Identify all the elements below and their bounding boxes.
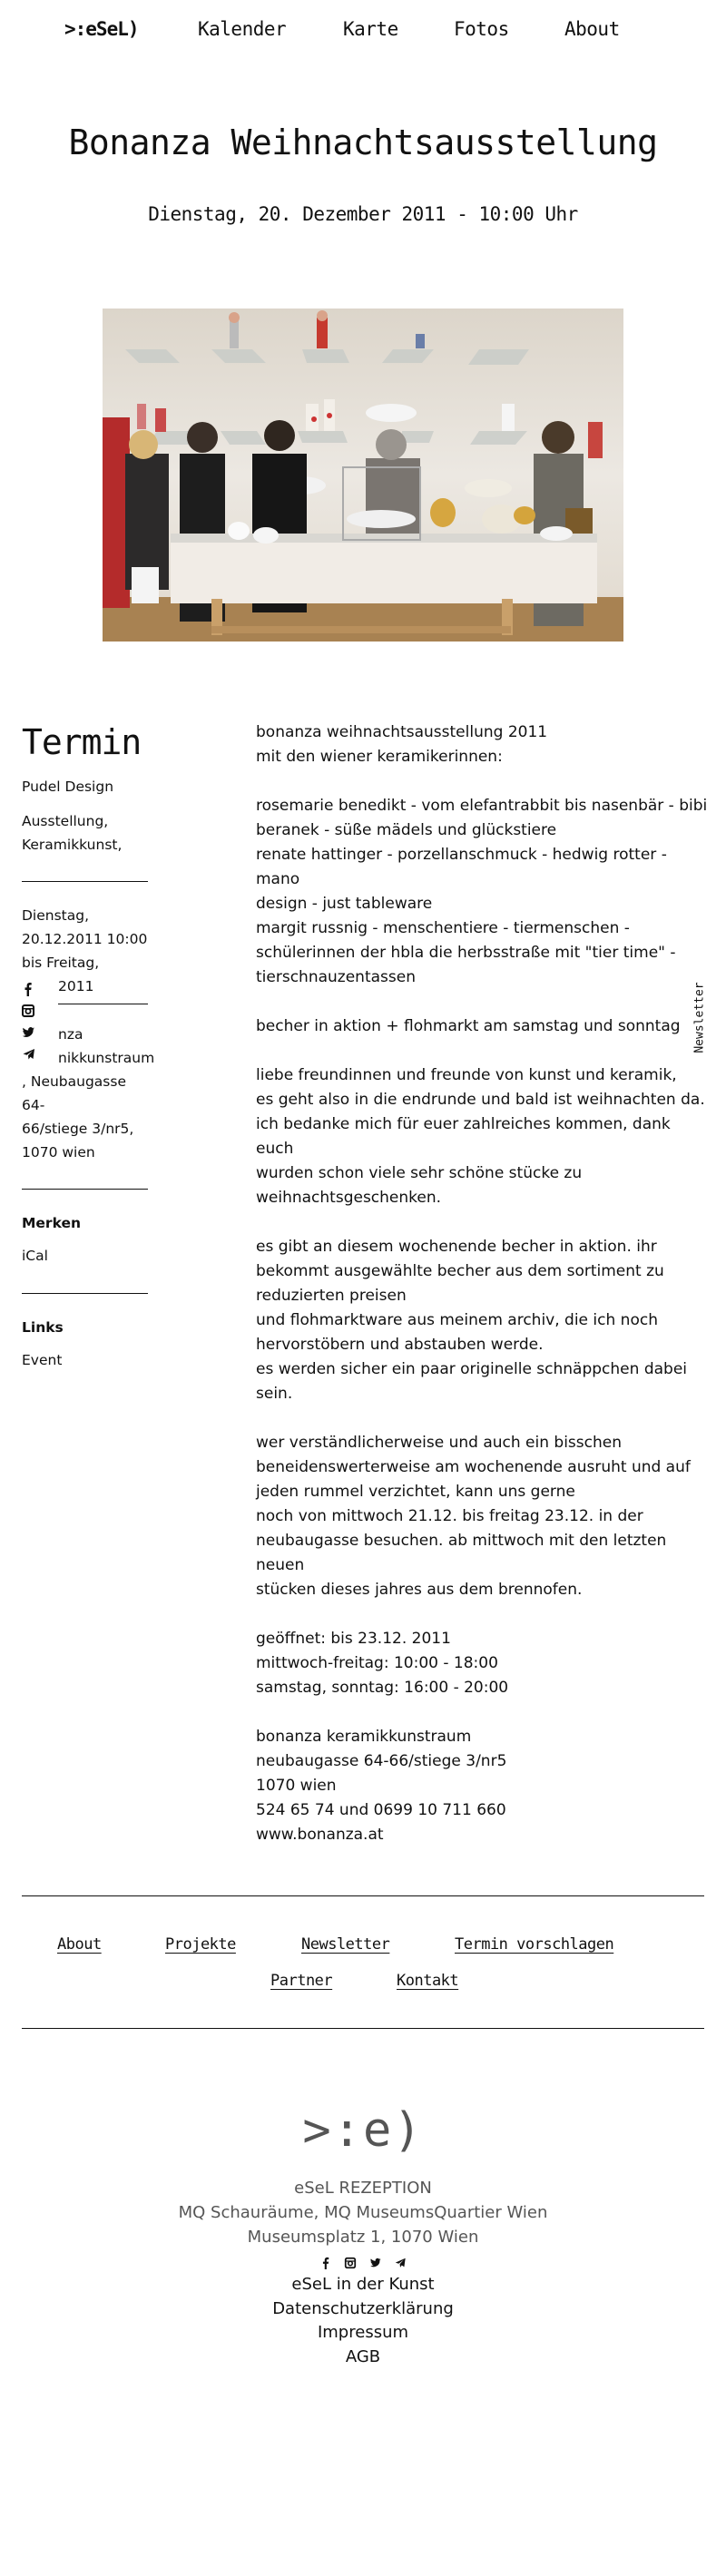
body-line: schülerinnen der hbla die herbsstraße mit "tier time" -: [256, 944, 676, 962]
telegram-icon[interactable]: [22, 1047, 38, 1069]
body-line: bonanza weihnachtsausstellung 2011: [256, 723, 548, 741]
body-line: 524 65 74 und 0699 10 711 660: [256, 1801, 506, 1819]
facebook-icon[interactable]: [319, 2256, 332, 2268]
body-line: mittwoch-freitag: 10:00 - 18:00: [256, 1654, 498, 1672]
body-line: ich bedanke mich für euer zahlreiches kommen, dank euch: [256, 1115, 671, 1158]
address-line: MQ Schauräume, MQ MuseumsQuartier Wien: [178, 2203, 548, 2222]
body-line: wer verständlicherweise und auch ein bisschen: [256, 1434, 622, 1452]
location-line: 66/stiege 3/nr5,: [22, 1121, 134, 1137]
date-line: 2011: [58, 978, 94, 994]
newsletter-tab-label: Newsletter: [692, 982, 707, 1053]
footer-link-projekte[interactable]: Projekte: [165, 1935, 236, 1954]
footer-address: [0, 2176, 726, 2249]
twitter-icon[interactable]: [369, 2256, 382, 2268]
body-line: jeden rummel verzichtet, kann uns gerne: [256, 1483, 575, 1501]
event-description: [256, 720, 710, 1847]
event-link[interactable]: Event: [22, 1352, 63, 1368]
location-line[interactable]: nza: [58, 1026, 83, 1043]
location-line: 1070 wien: [22, 1144, 95, 1161]
body-line: neubaugasse 64-66/stiege 3/nr5: [256, 1752, 507, 1770]
footer-link-esel-in-der-kunst[interactable]: eSeL in der Kunst: [291, 2275, 435, 2294]
body-line: es geht also in die endrunde und bald ist weihnachten da.: [256, 1091, 705, 1109]
body-line: beranek - süße mädels und glückstiere: [256, 821, 557, 839]
body-line: becher in aktion + flohmarkt am samstag und sonntag: [256, 1017, 681, 1035]
body-line: bonanza keramikkunstraum: [256, 1728, 472, 1746]
instagram-icon[interactable]: [22, 1004, 38, 1025]
footer-divider: [22, 1895, 704, 1896]
footer-link-partner[interactable]: Partner: [270, 1972, 333, 1990]
instagram-icon[interactable]: [344, 2256, 357, 2268]
footer-link-datenschutz[interactable]: Datenschutzerklärung: [272, 2298, 454, 2318]
body-line: design - just tableware: [256, 895, 433, 913]
footer-link-about[interactable]: About: [57, 1935, 102, 1954]
body-line: bekommt ausgewählte becher aus dem sortiment zu: [256, 1262, 664, 1280]
footer-social: [0, 2252, 726, 2269]
body-line: geöffnet: bis 23.12. 2011: [256, 1630, 451, 1648]
nav-item-fotos[interactable]: Fotos: [454, 18, 509, 40]
twitter-icon[interactable]: [22, 1025, 38, 1047]
category-link[interactable]: Ausstellung,: [22, 813, 109, 829]
event-photo: [103, 309, 623, 642]
sidebar-heading: Termin: [22, 722, 142, 762]
body-line: rosemarie benedikt - vom elefantrabbit bis nasenbär - bibi: [256, 797, 708, 815]
body-line: tierschnauzentassen: [256, 968, 416, 986]
footer-link-impressum[interactable]: Impressum: [317, 2323, 409, 2342]
nav-item-kalender[interactable]: Kalender: [198, 18, 287, 40]
body-line: sein.: [256, 1385, 293, 1403]
body-line: und flohmarktware aus meinem archiv, die ich noch: [256, 1311, 658, 1329]
date-line: bis Freitag,: [22, 955, 100, 971]
body-line: weihnachtsgeschenken.: [256, 1189, 442, 1207]
footer-logo: >:e): [302, 2103, 424, 2158]
page-title: Bonanza Weihnachtsausstellung: [68, 122, 658, 162]
top-navigation: [0, 18, 726, 49]
nav-item-about[interactable]: About: [564, 18, 620, 40]
footer-link-termin-vorschlagen[interactable]: Termin vorschlagen: [455, 1935, 614, 1954]
body-line: liebe freundinnen und freunde von kunst und keramik,: [256, 1066, 677, 1084]
address-line: Museumsplatz 1, 1070 Wien: [247, 2228, 479, 2247]
event-sidebar: [22, 717, 155, 1372]
footer-link-kontakt[interactable]: Kontakt: [397, 1972, 459, 1990]
body-line: stücken dieses jahres aus dem brennofen.: [256, 1581, 583, 1599]
body-line: hervorstöbern und abstauben werde.: [256, 1336, 544, 1354]
body-line: mit den wiener keramikerinnen:: [256, 748, 503, 766]
ical-link[interactable]: iCal: [22, 1248, 48, 1264]
body-line: margit russnig - menschentiere - tiermenschen -: [256, 919, 630, 937]
body-line: es werden sicher ein paar originelle schnäppchen dabei: [256, 1360, 687, 1378]
body-line: wurden schon viele sehr schöne stücke zu: [256, 1164, 583, 1182]
footer-legal-links: [0, 2273, 726, 2369]
photo-illustration: [103, 309, 623, 642]
logo-link[interactable]: >:eSeL): [64, 18, 139, 40]
share-bar: [22, 982, 38, 1069]
footer-link-newsletter[interactable]: Newsletter: [301, 1935, 390, 1954]
nav-item-karte[interactable]: Karte: [343, 18, 398, 40]
footer-link-agb[interactable]: AGB: [345, 2346, 381, 2366]
body-line: beneidenswerterweise am wochenende ausruht und auf: [256, 1458, 691, 1476]
links-heading: Links: [22, 1319, 64, 1336]
body-line: noch von mittwoch 21.12. bis freitag 23.12. in der: [256, 1507, 643, 1525]
merken-heading: Merken: [22, 1215, 82, 1231]
category-link[interactable]: Keramikkunst,: [22, 837, 123, 853]
event-datetime: Dienstag, 20. Dezember 2011 - 10:00 Uhr: [148, 203, 578, 225]
date-line: Dienstag,: [22, 907, 90, 924]
body-line[interactable]: www.bonanza.at: [256, 1826, 384, 1844]
newsletter-tab[interactable]: [682, 984, 719, 1056]
footer-divider: [22, 2028, 704, 2029]
body-line: renate hattinger - porzellanschmuck - hedwig rotter - mano: [256, 846, 667, 888]
body-line: samstag, sonntag: 16:00 - 20:00: [256, 1679, 509, 1697]
body-line: reduzierten preisen: [256, 1287, 407, 1305]
telegram-icon[interactable]: [394, 2256, 407, 2268]
body-line: es gibt an diesem wochenende becher in aktion. ihr: [256, 1238, 657, 1256]
facebook-icon[interactable]: [22, 982, 38, 1004]
date-line: 20.12.2011 10:00: [22, 931, 148, 947]
location-line[interactable]: nikkunstraum: [58, 1050, 155, 1066]
body-line: 1070 wien: [256, 1777, 337, 1795]
body-line: neubaugasse besuchen. ab mittwoch mit den letzten neuen: [256, 1532, 667, 1574]
address-line: eSeL REZEPTION: [294, 2179, 432, 2198]
organizer-link[interactable]: Pudel Design: [22, 779, 114, 795]
location-line: , Neubaugasse 64-: [22, 1073, 126, 1113]
